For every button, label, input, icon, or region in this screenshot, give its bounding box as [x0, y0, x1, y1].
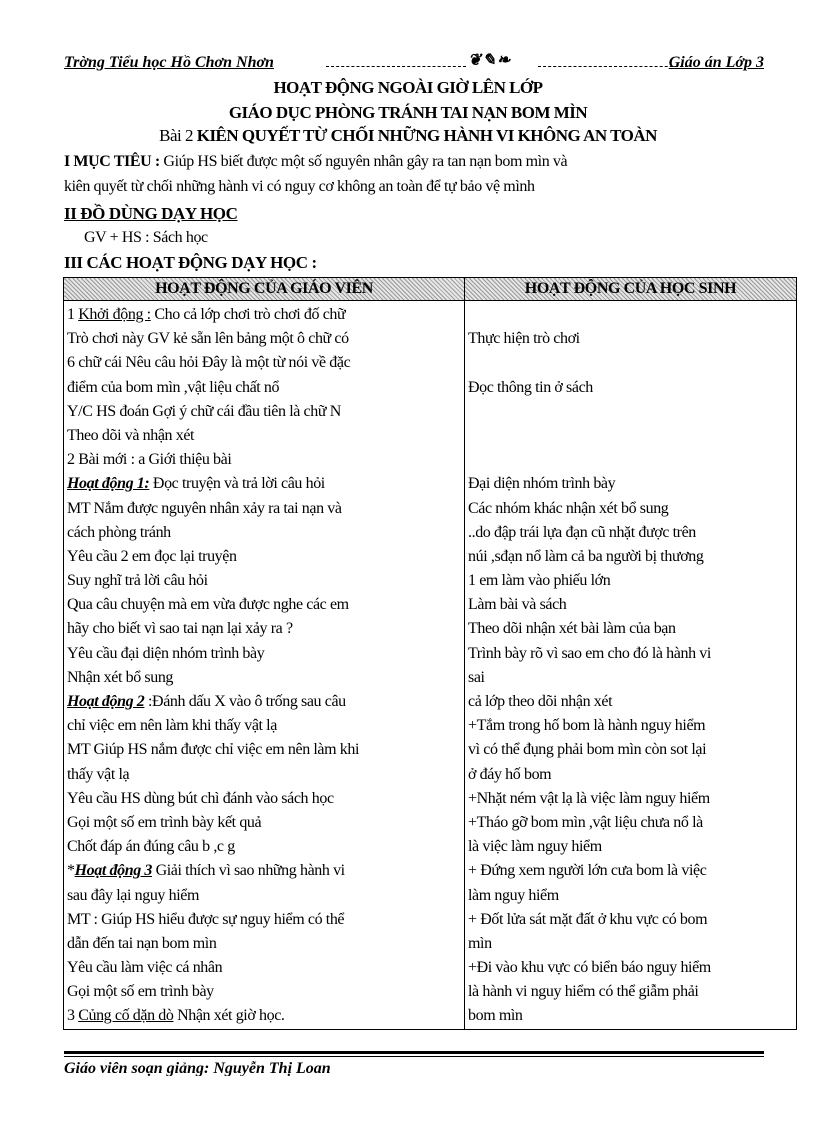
lesson-title: KIÊN QUYẾT TỪ CHỐI NHỮNG HÀNH VI KHÔNG AN TOÀN — [196, 126, 657, 145]
line-text: Gọi một số em trình bày — [67, 983, 214, 1001]
teacher-line — [67, 424, 462, 448]
line-text: Yêu cầu đại diện nhóm trình bày — [67, 644, 265, 662]
activity-label: Hoạt động 1: — [67, 475, 150, 493]
student-line: + Đứng xem người lớn cưa bom là việc — [468, 862, 707, 880]
teacher-column-header: HOẠT ĐỘNG CỦA GIÁO VIÊN — [64, 278, 465, 301]
line-text: Giải thích vì sao những hành vi — [152, 862, 345, 880]
line-text: Suy nghĩ trả lời câu hỏi — [67, 572, 208, 590]
student-line: mìn — [468, 934, 492, 952]
materials-text: GV + HS : Sách học — [84, 229, 208, 246]
student-line: Đọc thông tin ở sách — [468, 378, 593, 396]
teacher-line — [67, 666, 462, 690]
lesson-number: Bài 2 — [159, 126, 197, 145]
teacher-line — [67, 521, 462, 545]
teacher-line — [67, 956, 462, 980]
line-text: 2 Bài mới : a Giới thiệu bài — [67, 451, 232, 469]
line-text: Nhận xét giờ học. — [173, 1007, 285, 1025]
student-line: +Đi vào khu vực có biển báo nguy hiểm — [468, 959, 711, 977]
student-line — [468, 351, 794, 375]
line-text: điểm của bom mìn ,vật liệu chất nổ — [67, 378, 280, 396]
footer-rule-thin — [64, 1056, 764, 1057]
student-line: Trình bày rõ vì sao em cho đó là hành vi — [468, 644, 711, 662]
teacher-line — [67, 932, 462, 956]
line-text: MT Giúp HS nắm được chỉ việc em nên làm khi — [67, 741, 360, 759]
activity-label: Hoạt động 3 — [74, 862, 152, 880]
student-line: +Tháo gỡ bom mìn ,vật liệu chưa nổ là — [468, 813, 703, 831]
teacher-line — [67, 980, 462, 1004]
line-text: Y/C HS đoán Gợi ý chữ cái đầu tiên là chữ N — [67, 402, 341, 420]
student-line: là hành vi nguy hiểm có thể giẫm phải — [468, 983, 699, 1001]
grade-label: Giáo án Lớp 3 — [668, 54, 764, 71]
activities-heading: III CÁC HOẠT ĐỘNG DẠY HỌC : — [64, 253, 317, 272]
teacher-line — [67, 472, 462, 496]
line-text: Yêu cầu 2 em đọc lại truyện — [67, 547, 237, 565]
student-line: + Đốt lửa sát mặt đất ở khu vực có bom — [468, 910, 708, 928]
line-text: 1 — [67, 306, 79, 323]
line-text: chỉ việc em nên làm khi thấy vật lạ — [67, 717, 277, 735]
student-line: Các nhóm khác nhận xét bổ sung — [468, 499, 669, 517]
teacher-line — [67, 448, 462, 472]
student-line: Làm bài và sách — [468, 596, 567, 614]
line-text: Yêu cầu làm việc cá nhân — [67, 959, 223, 977]
header-dashed-line — [326, 66, 466, 67]
teacher-line — [67, 642, 462, 666]
student-line: làm nguy hiểm — [468, 886, 559, 904]
line-text: MT Nắm được nguyên nhân xảy ra tai nạn và — [67, 499, 342, 517]
line-text: 3 — [67, 1007, 79, 1025]
activities-table — [63, 277, 797, 1030]
student-line: sai — [468, 668, 485, 686]
student-line: 1 em làm vào phiếu lớn — [468, 572, 611, 590]
teacher-line — [67, 569, 462, 593]
teacher-line — [67, 714, 462, 738]
teacher-line — [67, 617, 462, 641]
teacher-line — [67, 763, 462, 787]
line-text: cách phòng tránh — [67, 523, 171, 541]
student-line: bom mìn — [468, 1007, 523, 1025]
footer-teacher: Giáo viên soạn giảng: Nguyễn Thị Loan — [64, 1060, 331, 1076]
student-line — [468, 400, 794, 424]
teacher-line — [67, 738, 462, 762]
line-text: Nhận xét bổ sung — [67, 668, 174, 686]
line-text: 6 chữ cái Nêu câu hỏi Đây là một từ nói về đặc — [67, 354, 351, 372]
student-line: Thực hiện trò chơi — [468, 330, 580, 348]
student-line: +Nhặt ném vật lạ là việc làm nguy hiểm — [468, 789, 710, 807]
teacher-line — [67, 400, 462, 424]
student-line: ở đáy hố bom — [468, 765, 552, 783]
student-activities-cell — [465, 301, 797, 1030]
student-column-header: HOẠT ĐỘNG CỦA HỌC SINH — [465, 278, 797, 301]
student-line: cả lớp theo dõi nhận xét — [468, 693, 613, 710]
teacher-line — [67, 1004, 462, 1028]
school-name: Trờng Tiểu học Hồ Chơn Nhơn — [64, 54, 274, 71]
student-line: vì có thể đụng phải bom mìn còn sot lại — [468, 741, 707, 759]
student-line: núi ,sđạn nổ làm cả ba người bị thương — [468, 547, 704, 565]
teacher-line — [67, 593, 462, 617]
line-text: Chốt đáp án đúng câu b ,c g — [67, 838, 235, 856]
student-line — [468, 303, 794, 327]
activity-label: Hoạt động 2 — [67, 693, 145, 710]
teacher-line — [67, 787, 462, 811]
teacher-line — [67, 859, 462, 883]
teacher-activities-cell — [64, 301, 465, 1030]
footer-rule-thick — [64, 1051, 764, 1054]
student-line: +Tắm trong hố bom là hành nguy hiểm — [468, 717, 706, 735]
line-text: Trò chơi này GV kẻ sẵn lên bảng một ô chữ có — [67, 330, 349, 348]
teacher-line — [67, 497, 462, 521]
section-label: Củng cố dặn dò — [78, 1007, 174, 1025]
teacher-line — [67, 811, 462, 835]
title-line-3 — [0, 126, 816, 146]
teacher-line — [67, 690, 462, 714]
objectives-label: I MỤC TIÊU : — [64, 153, 160, 170]
header-dashed-line-right — [538, 66, 688, 67]
objectives-line-1 — [64, 153, 567, 171]
teacher-line — [67, 908, 462, 932]
student-line: ..do đập trái lựa đạn cũ nhặt được trên — [468, 523, 696, 541]
teacher-line — [67, 351, 462, 375]
line-text: sau đây lại nguy hiểm — [67, 886, 200, 904]
teacher-line — [67, 835, 462, 859]
line-text: Theo dõi và nhận xét — [67, 426, 195, 444]
student-line: Đại diện nhóm trình bày — [468, 475, 616, 493]
student-line — [468, 424, 794, 448]
line-text: Đọc truyện và trả lời câu hỏi — [149, 475, 325, 493]
line-text: hãy cho biết vì sao tai nạn lại xảy ra ? — [67, 620, 293, 638]
decorative-logo-icon: ❦✎❧ — [468, 52, 512, 69]
student-line: là việc làm nguy hiểm — [468, 838, 602, 856]
objectives-text-2: kiên quyết từ chối những hành vi có nguy cơ không an toàn để tự bảo vệ mình — [64, 178, 535, 195]
student-line: Theo dõi nhận xét bài làm của bạn — [468, 620, 676, 638]
teacher-line — [67, 303, 462, 327]
title-line-1: HOẠT ĐỘNG NGOÀI GIỜ LÊN LỚP — [273, 78, 543, 97]
teacher-line — [67, 884, 462, 908]
title-line-2: GIÁO DỤC PHÒNG TRÁNH TAI NẠN BOM MÌN — [228, 103, 588, 122]
line-text: Qua câu chuyện mà em vừa được nghe các em — [67, 596, 349, 614]
line-text: * — [67, 862, 75, 880]
teacher-line — [67, 376, 462, 400]
objectives-text-1: Giúp HS biết được một số nguyên nhân gây ra tan nạn bom mìn và — [159, 153, 568, 170]
line-text: Yêu cầu HS dùng bút chì đánh vào sách học — [67, 789, 334, 807]
section-label: Khởi động : — [78, 306, 151, 323]
line-text: dẫn đến tai nạn bom mìn — [67, 934, 217, 952]
line-text: Gọi một số em trình bày kết quả — [67, 813, 262, 831]
line-text: MT : Giúp HS hiểu được sự nguy hiểm có thể — [67, 910, 345, 928]
student-line — [468, 448, 794, 472]
page-header — [64, 50, 764, 74]
teacher-line — [67, 545, 462, 569]
line-text: :Đánh dấu X vào ô trống sau câu — [144, 693, 346, 710]
line-text: thấy vật lạ — [67, 765, 130, 783]
line-text: Cho cả lớp chơi trò chơi đố chữ — [150, 306, 346, 323]
teacher-line — [67, 327, 462, 351]
materials-heading: II ĐỒ DÙNG DẠY HỌC — [64, 204, 238, 223]
